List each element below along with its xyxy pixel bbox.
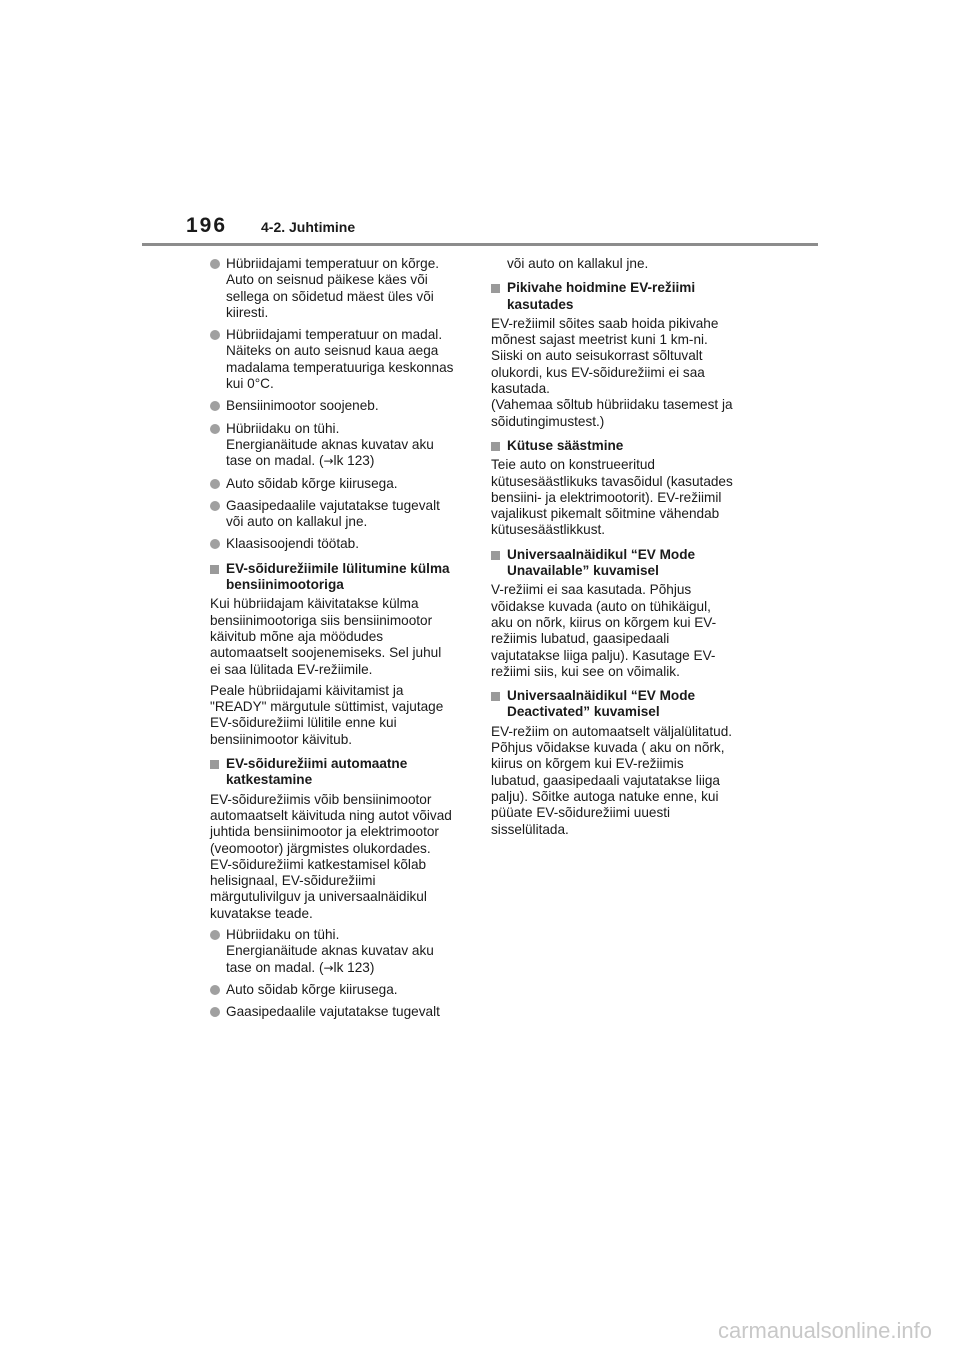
bullet-dot-icon [210, 930, 220, 940]
paragraph [210, 596, 472, 677]
text-line: olukordi, kus EV-sõidurežiimi ei saa [491, 364, 705, 380]
text-line: (veomootor) järgmistes olukordades. [210, 840, 431, 856]
bullet-dot-icon [210, 985, 220, 995]
text-line: aku on nõrk, kiirus on kõrgem kui EV- [491, 614, 717, 630]
bullet-dot-icon [210, 1007, 220, 1017]
text-line: Auto sõidab kõrge kiirusega. [226, 475, 398, 491]
watermark: carmanualsonline.info [717, 1318, 932, 1343]
bullet-dot-icon [210, 539, 220, 549]
text-line: madalama temperatuuriga keskonnas [226, 359, 454, 375]
bullet-item [210, 982, 472, 998]
section-heading [491, 438, 753, 454]
paragraph [491, 316, 753, 430]
text-line: režiimi siis, kui see on võimalik. [491, 663, 680, 679]
text-line: EV-režiimil sõites saab hoida pikivahe [491, 315, 719, 331]
text-line: sõidutingimustest.) [491, 413, 605, 429]
text-line: EV-sõidurežiimis võib bensiinimootor [210, 791, 432, 807]
text-line: või auto on kallakul jne. [507, 256, 649, 271]
text-line: käivitub mõne aja möödudes [210, 628, 384, 644]
bullet-item [210, 421, 472, 470]
text-line: vajutatakse liiga palju). Kasutage EV- [491, 647, 716, 663]
text-line: kiiresti. [226, 304, 269, 320]
bullet-item [210, 498, 472, 531]
paragraph [491, 724, 753, 838]
ref-prefix: tase on madal. ( [226, 453, 324, 469]
text-line: võidakse kuvada (auto on tühikäigul, [491, 598, 711, 614]
page-reference [226, 453, 472, 469]
text-line: V-režiimi ei saa kasutada. Põhjus [491, 582, 692, 598]
square-bullet-icon [210, 760, 219, 769]
text-line: "READY" märgutule süttimist, vajutage [210, 699, 444, 715]
text-line: Bensiinimootor soojeneb. [226, 398, 379, 414]
text-line: Energianäitude aknas kuvatav aku [226, 943, 434, 959]
square-bullet-icon [491, 284, 500, 293]
text-line: Auto sõidab kõrge kiirusega. [226, 981, 398, 997]
square-bullet-icon [491, 551, 500, 560]
bullet-dot-icon [210, 259, 220, 269]
text-line: helisignaal, EV-sõidurežiimi [210, 873, 376, 889]
text-line: Hübriidaku on tühi. [226, 926, 340, 942]
text-line: Deactivated” kuvamisel [507, 704, 660, 720]
bullet-dot-icon [210, 401, 220, 411]
right-column [491, 256, 753, 843]
text-line: Peale hübriidajami käivitamist ja [210, 682, 404, 698]
text-line: Põhjus võidakse kuvada ( aku on nõrk, [491, 740, 725, 756]
header-rule [142, 243, 818, 246]
paragraph [210, 792, 472, 922]
text-line: Siiski on auto seisukorrast sõltuvalt [491, 348, 703, 364]
text-line: Universaalnäidikul “EV Mode [507, 546, 696, 562]
square-bullet-icon [210, 565, 219, 574]
bullet-item [210, 1004, 472, 1020]
bullet-item [210, 398, 472, 414]
text-line: kütusesäästlikuks tavasõidul (kasutades [491, 473, 733, 489]
section-heading [491, 688, 753, 721]
text-line: Teie auto on konstrueeritud [491, 457, 655, 473]
bullet-dot-icon [210, 479, 220, 489]
paragraph [491, 457, 753, 538]
text-line: Kütuse säästmine [507, 437, 624, 453]
paragraph [210, 683, 472, 748]
text-line: Unavailable” kuvamisel [507, 563, 659, 579]
text-line: EV-režiim on automaatselt väljalülitatud. [491, 723, 733, 739]
text-line: EV-sõidurežiimi katkestamisel kõlab [210, 856, 427, 872]
text-line: kuvatakse teade. [210, 905, 313, 921]
text-line: mõnest sajast meetrist kuni 1 km-ni. [491, 332, 708, 348]
page-number: 196 [186, 214, 228, 237]
text-line: bensiinimootoriga [226, 577, 344, 593]
ref-suffix: lk 123) [333, 453, 375, 469]
text-line: või auto on kallakul jne. [226, 514, 368, 530]
text-line: Auto on seisnud päikese käes või [226, 272, 428, 288]
text-line: Energianäitude aknas kuvatav aku [226, 436, 434, 452]
text-line: vajalikust pikemalt sõitmine vähendab [491, 506, 720, 522]
text-line: Gaasipedaalile vajutatakse tugevalt [226, 497, 440, 513]
text-line: EV-sõidurežiimile lülitumine külma [226, 560, 450, 576]
text-line: Kui hübriidajam käivitatakse külma [210, 596, 419, 612]
page-reference [226, 960, 472, 976]
section-heading [491, 280, 753, 313]
text-line: kütusesäästlikkust. [491, 522, 606, 538]
section-title: 4-2. Juhtimine [261, 219, 356, 235]
text-line: bensiini- ja elektrimootorit). EV-režiimil [491, 489, 722, 505]
square-bullet-icon [491, 692, 500, 701]
text-line: Gaasipedaalile vajutatakse tugevalt [226, 1004, 440, 1020]
text-line: bensiinimootor käivitub. [210, 731, 353, 747]
text-line: režiimis lubatud, gaasipedaali [491, 631, 670, 647]
text-line: Pikivahe hoidmine EV-režiimi [507, 280, 696, 296]
bullet-item [210, 256, 472, 321]
paragraph [491, 582, 753, 680]
bullet-dot-icon [210, 330, 220, 340]
text-line: kasutades [507, 296, 574, 312]
text-line: sellega on sõidetud mäest üles või [226, 288, 434, 304]
text-line: kiirus on kõrgem kui EV-režiimis [491, 756, 684, 772]
bullet-item [210, 476, 472, 492]
text-line: ei saa lülitada EV-režiimile. [210, 661, 373, 677]
text-line: automaatselt soojenemiseks. Sel juhul [210, 645, 442, 661]
text-line: bensiinimootoriga siis bensiinimootor [210, 612, 433, 628]
text-line: Hübriidaku on tühi. [226, 420, 340, 436]
text-line: lubatud, gaasipedaali vajutatakse liiga [491, 772, 720, 788]
text-line: automaatselt käivituda ning autot võivad [210, 807, 452, 823]
text-line: EV-sõidurežiimi automaatne [226, 756, 408, 772]
text-line: juhtida bensiinimootor ja elektrimootor [210, 824, 439, 840]
arrow-icon: → [323, 454, 334, 469]
square-bullet-icon [491, 442, 500, 451]
text-line: Hübriidajami temperatuur on kõrge. [226, 256, 440, 271]
section-heading [210, 756, 472, 789]
ref-suffix: lk 123) [333, 959, 375, 975]
ref-prefix: tase on madal. ( [226, 959, 324, 975]
section-heading [210, 561, 472, 594]
section-heading [491, 547, 753, 580]
paragraph [491, 256, 753, 272]
left-column [210, 256, 472, 1026]
text-line: märgutulivilguv ja universaalnäidikul [210, 889, 427, 905]
text-line: Universaalnäidikul “EV Mode [507, 688, 696, 704]
text-line: sisselülitada. [491, 821, 569, 837]
text-line: Näiteks on auto seisnud kaua aega [226, 343, 439, 359]
bullet-dot-icon [210, 424, 220, 434]
bullet-item [210, 927, 472, 976]
text-line: Hübriidajami temperatuur on madal. [226, 327, 443, 343]
text-line: katkestamine [226, 772, 313, 788]
text-line: palju). Sõitke autoga natuke enne, kui [491, 788, 719, 804]
text-line: (Vahemaa sõltub hübriidaku tasemest ja [491, 397, 733, 413]
arrow-icon: → [323, 960, 334, 975]
text-line: EV-sõidurežiimi lülitile enne kui [210, 715, 397, 731]
text-line: püüate EV-sõidurežiimi uuesti [491, 805, 671, 821]
bullet-item [210, 327, 472, 392]
text-line: Klaasisoojendi töötab. [226, 536, 360, 552]
bullet-dot-icon [210, 501, 220, 511]
bullet-item [210, 536, 472, 552]
text-line: kui 0°C. [226, 376, 274, 392]
text-line: kasutada. [491, 381, 550, 397]
